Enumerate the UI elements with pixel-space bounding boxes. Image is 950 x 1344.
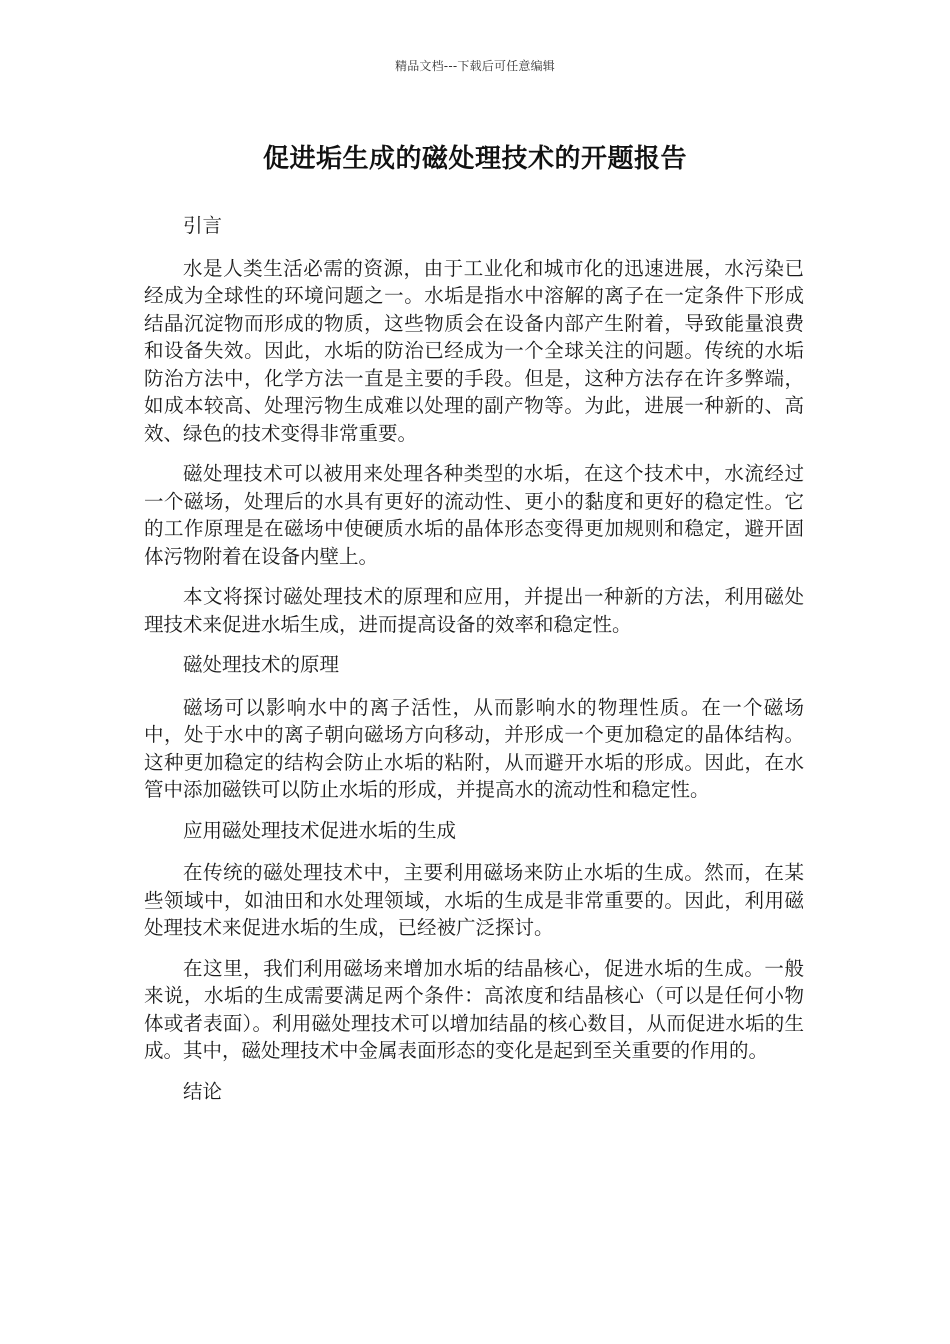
paragraph-principle-1: 磁场可以影响水中的离子活性，从而影响水的物理性质。在一个磁场中，处于水中的离子朝向磁场方向移动，并形成一个更加稳定的晶体结构。这种更加稳定的结构会防止水垢的粘附，从而避开水垢的形成。因此，在水管中添加磁铁可以防止水垢的形成，并提高水的流动性和稳定性。	[144, 695, 804, 801]
section-heading-conclusion: 结论	[183, 1079, 223, 1103]
section-heading-intro: 引言	[183, 214, 223, 237]
section-heading-application: 应用磁处理技术促进水垢的生成	[183, 818, 457, 842]
header-note: 精品文档---下载后可任意编辑	[395, 59, 555, 73]
paragraph-application-1: 在传统的磁处理技术中，主要利用磁场来防止水垢的生成。然而，在某些领域中，如油田和水处理领域，水垢的生成是非常重要的。因此，利用磁处理技术来促进水垢的生成，已经被广泛探讨。	[144, 861, 804, 939]
document-body	[144, 212, 804, 1120]
document-title: 促进垢生成的磁处理技术的开题报告	[262, 144, 687, 174]
paragraph-intro-3: 本文将探讨磁处理技术的原理和应用，并提出一种新的方法，利用磁处理技术来促进水垢生成，进而提高设备的效率和稳定性。	[144, 585, 804, 636]
paragraph-intro-2: 磁处理技术可以被用来处理各种类型的水垢，在这个技术中，水流经过一个磁场，处理后的水具有更好的流动性、更小的黏度和更好的稳定性。它的工作原理是在磁场中使硬质水垢的晶体形态变得更加规则和稳定，避开固体污物附着在设备内壁上。	[144, 462, 804, 568]
section-heading-principle: 磁处理技术的原理	[183, 653, 340, 676]
paragraph-intro-1: 水是人类生活必需的资源，由于工业化和城市化的迅速进展，水污染已经成为全球性的环境问题之一。水垢是指水中溶解的离子在一定条件下形成结晶沉淀物而形成的物质，这些物质会在设备内部产生附着，导致能量浪费和设备失效。因此，水垢的防治已经成为一个全球关注的问题。传统的水垢防治方法中，化学方法一直是主要的手段。但是，这种方法存在许多弊端，如成本较高、处理污物生成难以处理的副产物等。为此，进展一种新的、高效、绿色的技术变得非常重要。	[144, 256, 804, 445]
paragraph-application-2: 在这里，我们利用磁场来增加水垢的结晶核心，促进水垢的生成。一般来说，水垢的生成需要满足两个条件：高浓度和结晶核心（可以是任何小物体或者表面）。利用磁处理技术可以增加结晶的核心数目，从而促进水垢的生成。其中，磁处理技术中金属表面形态的变化是起到至关重要的作用的。	[144, 956, 804, 1062]
